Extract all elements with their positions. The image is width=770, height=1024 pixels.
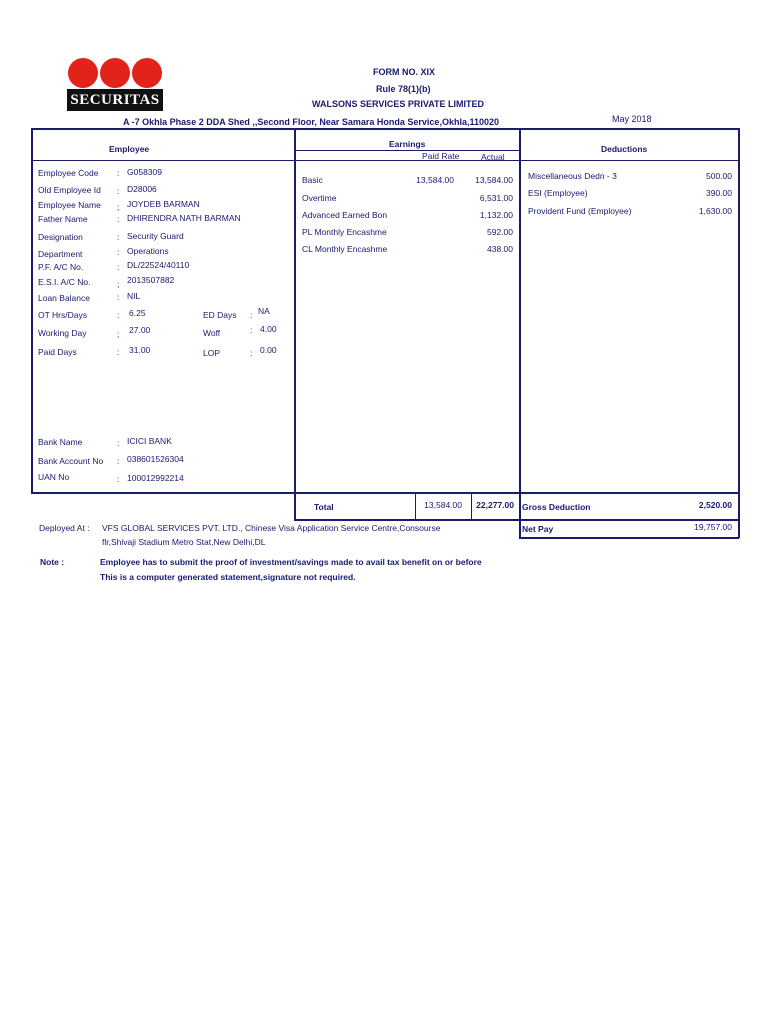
lop-label: LOP — [203, 348, 221, 358]
deployed-at-line2: flr,Shivaji Stadium Metro Stat,New Delhi,DL — [102, 537, 266, 547]
rate-total: 13,584.00 — [424, 500, 462, 510]
employee-code-label: Employee Code — [38, 168, 99, 178]
employee-name: JOYDEB BARMAN — [127, 199, 200, 209]
father-name-label: Father Name — [38, 214, 88, 224]
employee-column-header: Employee — [109, 144, 150, 154]
deduction-amount: 390.00 — [706, 188, 732, 198]
deductions-column-header: Deductions — [601, 144, 648, 154]
lop: 0.00 — [260, 345, 277, 355]
deduction-label: ESI (Employee) — [528, 188, 588, 198]
bank-account-label: Bank Account No — [38, 456, 104, 466]
pay-period: May 2018 — [612, 114, 652, 124]
net-pay-label: Net Pay — [522, 524, 554, 534]
logo-dot-icon — [100, 58, 130, 88]
earning-actual: 438.00 — [487, 244, 513, 254]
working-day-label: Working Day — [38, 328, 87, 338]
deduction-amount: 1,630.00 — [698, 206, 732, 216]
pf-account-label: P.F. A/C No. — [38, 262, 84, 272]
earning-label: Advanced Earned Bon — [302, 210, 388, 220]
paid-days: 31.00 — [129, 345, 151, 355]
esi-account-label: E.S.I. A/C No. — [38, 277, 91, 287]
total-label: Total — [314, 502, 334, 512]
pf-account-number: DL/22524/40110 — [127, 260, 190, 270]
form-number: FORM NO. XIX — [373, 67, 436, 77]
bank-account-number: 038601526304 — [127, 454, 184, 464]
earning-label: CL Monthly Encashme — [302, 244, 388, 254]
gross-deduction-label: Gross Deduction — [522, 502, 591, 512]
company-address: A -7 Okhla Phase 2 DDA Shed ,,Second Floor, Near Samara Honda Service,Okhla,110020 — [123, 117, 499, 127]
employee-name-label: Employee Name — [38, 200, 101, 210]
company-name: WALSONS SERVICES PRIVATE LIMITED — [312, 99, 485, 109]
earning-actual: 6,531.00 — [479, 193, 513, 203]
uan-number: 100012992214 — [127, 473, 184, 483]
actual-total: 22,277.00 — [476, 500, 514, 510]
rule-number: Rule 78(1)(b) — [376, 84, 431, 94]
earning-label: Overtime — [302, 193, 337, 203]
paid-rate-header: Paid Rate — [422, 151, 460, 161]
working-day: 27.00 — [129, 325, 151, 335]
bank-name-label: Bank Name — [38, 437, 83, 447]
note-line2: This is a computer generated statement,signature not required. — [100, 572, 356, 582]
earning-label: Basic — [302, 175, 323, 185]
ed-days: NA — [258, 306, 270, 316]
old-employee-id: D28006 — [127, 184, 157, 194]
woff-label: Woff — [203, 328, 221, 338]
loan-balance: NIL — [127, 291, 141, 301]
earning-actual: 1,132.00 — [479, 210, 513, 220]
ot-days: 6.25 — [129, 308, 146, 318]
gross-deduction: 2,520.00 — [698, 500, 732, 510]
earning-label: PL Monthly Encashme — [302, 227, 387, 237]
earnings-column-header: Earnings — [389, 139, 426, 149]
note-line1: Employee has to submit the proof of investment/savings made to avail tax benefit on or before — [100, 557, 482, 567]
department: Operations — [127, 246, 169, 256]
designation: Security Guard — [127, 231, 184, 241]
earning-actual: 13,584.00 — [475, 175, 513, 185]
ot-days-label: OT Hrs/Days — [38, 310, 87, 320]
logo-dot-icon — [132, 58, 162, 88]
deduction-label: Miscellaneous Dedn - 3 — [528, 171, 617, 181]
ed-days-label: ED Days — [203, 310, 237, 320]
logo-text: SECURITAS — [67, 89, 163, 111]
woff: 4.00 — [260, 324, 277, 334]
logo-dot-icon — [68, 58, 98, 88]
bank-name: ICICI BANK — [127, 436, 172, 446]
father-name: DHIRENDRA NATH BARMAN — [127, 213, 241, 223]
uan-label: UAN No — [38, 472, 70, 482]
deduction-amount: 500.00 — [706, 171, 732, 181]
actual-header: Actual — [481, 152, 505, 162]
deployed-at-line1: VFS GLOBAL SERVICES PVT. LTD., Chinese Visa Application Service Centre,Consourse — [102, 523, 441, 533]
note-label: Note : — [40, 557, 65, 567]
net-pay: 19,757.00 — [694, 522, 732, 532]
deployed-at-label: Deployed At : — [39, 523, 90, 533]
employee-code: G058309 — [127, 167, 162, 177]
securitas-logo — [67, 58, 163, 112]
esi-account-number: 2013507882 — [127, 275, 175, 285]
earning-actual: 592.00 — [487, 227, 513, 237]
paid-days-label: Paid Days — [38, 347, 77, 357]
earning-rate: 13,584.00 — [416, 175, 454, 185]
loan-balance-label: Loan Balance — [38, 293, 90, 303]
department-label: Department — [38, 249, 83, 259]
old-employee-id-label: Old Employee Id — [38, 185, 101, 195]
designation-label: Designation — [38, 232, 83, 242]
deduction-label: Provident Fund (Employee) — [528, 206, 632, 216]
